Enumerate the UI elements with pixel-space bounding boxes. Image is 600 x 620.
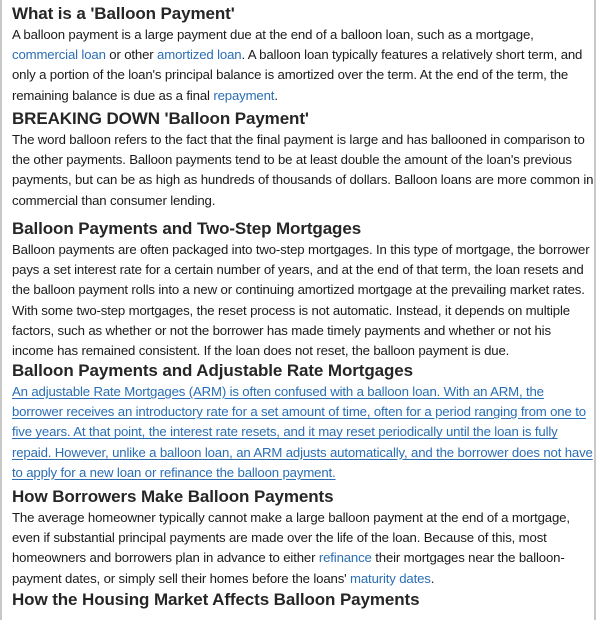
link-commercial-loan[interactable]: commercial loan [12, 47, 106, 63]
body-text: or other [105, 47, 158, 63]
arm-paragraph-link[interactable]: An adjustable Rate Mortgages (ARM) is often confused with a balloon loan. With an ARM, the borrower receives an introductory rate for a set amount of time, often for a period ranging from one to five years. At that point, the interest rate resets, and it may reset periodically until the loan is fully repaid. However, unlike a balloon loan, an ARM adjusts automatically, and the borrower does not have to apply for a new loan or refinance the balloon payment. [12, 384, 593, 480]
section-body [12, 508, 594, 589]
section-two-step-mortgages [12, 218, 594, 361]
section-heading: How the Housing Market Affects Balloon Payments [12, 590, 420, 609]
link-maturity-dates[interactable]: maturity dates [350, 570, 431, 586]
body-text: Balloon payments are often packaged into two-step mortgages. In this type of mortgage, the borrower pays a set interest rate for a certain number of years, and at the end of that term, the loan resets and the balloon payment rolls into a new or continuing amortized mortgage at the prevailing market rates. With some two-step mortgages, the reset process is not automatic. Instead, it depends on multiple factors, such as whether or not the borrower has made timely payments and whether or not his income has remained consistent. If the loan does not reset, the balloon payment is due. [12, 242, 590, 359]
body-text: The average homeowner typically cannot make a large balloon payment at the end of a mortgage, even if substantial principal payments are made over the life of the loan. Because of this, most homeowners and borrowers plan in advance to either [12, 510, 570, 566]
body-text: A balloon payment is a large payment due at the end of a balloon loan, such as a mortgage, [12, 27, 534, 42]
section-heading: What is a 'Balloon Payment' [12, 4, 235, 23]
section-body [12, 130, 594, 211]
body-text: . [430, 570, 435, 586]
section-body [12, 240, 594, 361]
section-adjustable-rate-mortgages [12, 360, 594, 483]
section-heading: Balloon Payments and Adjustable Rate Mortgages [12, 361, 413, 380]
section-breaking-down [12, 108, 594, 211]
section-heading: BREAKING DOWN 'Balloon Payment' [12, 109, 309, 128]
section-housing-market [12, 589, 594, 611]
section-heading: Balloon Payments and Two-Step Mortgages [12, 219, 362, 238]
body-text: their mortgages near the balloon-payment dates, or simply sell their homes before the loans' [12, 550, 565, 586]
body-text: . [274, 87, 278, 103]
link-amortized-loan[interactable]: amortized loan [157, 47, 242, 63]
link-repayment[interactable]: repayment [213, 87, 275, 103]
body-text: The word balloon refers to the fact that the final payment is large and has ballooned in comparison to the other payments. Balloon payments tend to be at least double the amount of the loan's previous payments, but can be as high as hundreds of thousands of dollars. Balloon loans are more common in commercial than consumer lending. [12, 132, 594, 208]
link-refinance[interactable]: refinance [318, 550, 372, 566]
section-body [12, 25, 594, 106]
body-text: . A balloon loan typically features a relatively short term, and only a portion of the loan's principal balance is amortized over the term. At the end of the term, the remaining balance is due as a final [12, 47, 583, 103]
section-how-borrowers-pay [12, 486, 594, 589]
section-heading: How Borrowers Make Balloon Payments [12, 487, 334, 506]
section-what-is-balloon-payment [12, 3, 594, 106]
